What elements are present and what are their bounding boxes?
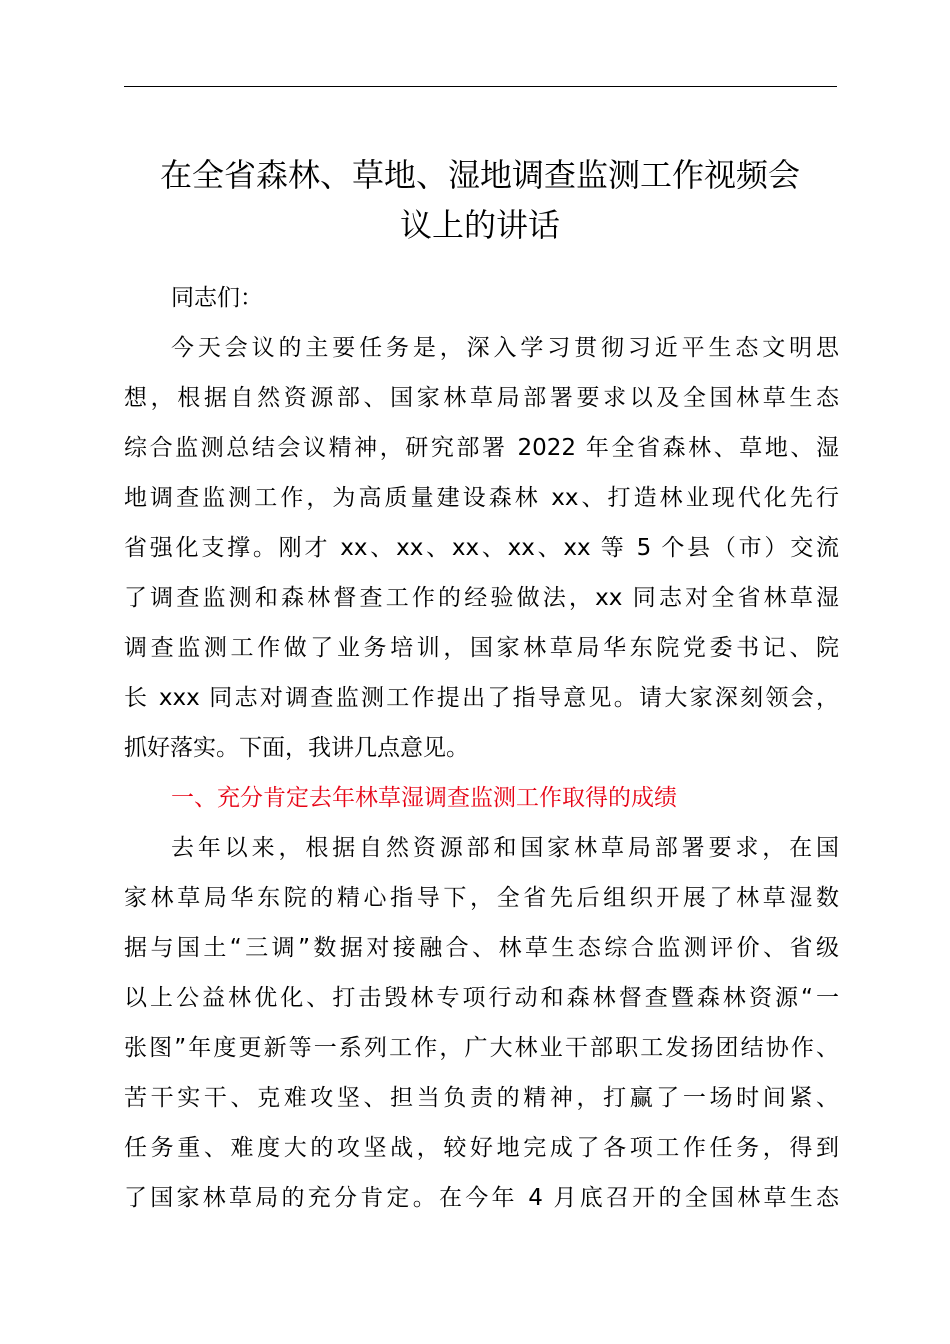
paragraph-2-line: 了国家林草局的充分肯定。在今年 4 月底召开的全国林草生态: [124, 1185, 839, 1211]
section-1-heading: 一、充分肯定去年林草湿调查监测工作取得的成绩: [171, 785, 677, 811]
paragraph-1-line: 综合监测总结会议精神，研究部署 2022 年全省森林、草地、湿: [124, 435, 839, 461]
paragraph-1-line: 长 xxx 同志对调查监测工作提出了指导意见。请大家深刻领会，: [124, 685, 839, 711]
title-line-1: 在全省森林、草地、湿地调查监测工作视频会: [159, 156, 800, 194]
document-body: [124, 273, 839, 1223]
paragraph-1-line: 抓好落实。下面，我讲几点意见。: [124, 735, 469, 761]
paragraph-2-line: 苦干实干、克难攻坚、担当负责的精神，打赢了一场时间紧、: [124, 1085, 839, 1111]
salutation: 同志们：: [171, 285, 263, 311]
title-line-2: 议上的讲话: [399, 206, 560, 244]
paragraph-1-line: 省强化支撑。刚才 xx、xx、xx、xx、xx 等 5 个县（市）交流: [124, 535, 839, 561]
paragraph-2-line: 家林草局华东院的精心指导下，全省先后组织开展了林草湿数: [124, 885, 839, 911]
paragraph-2-line: 据与国土“三调”数据对接融合、林草生态综合监测评价、省级: [124, 935, 839, 961]
paragraph-2-line: 去年以来，根据自然资源部和国家林草局部署要求，在国: [171, 835, 839, 861]
document-title: [100, 150, 860, 250]
paragraph-1-line: 今天会议的主要任务是，深入学习贯彻习近平生态文明思: [171, 335, 839, 361]
paragraph-1-line: 了调查监测和森林督查工作的经验做法，xx 同志对全省林草湿: [124, 585, 839, 611]
paragraph-1-line: 调查监测工作做了业务培训，国家林草局华东院党委书记、院: [124, 635, 839, 661]
paragraph-1-line: 想，根据自然资源部、国家林草局部署要求以及全国林草生态: [124, 385, 839, 411]
paragraph-2-line: 以上公益林优化、打击毁林专项行动和森林督查暨森林资源“一: [124, 985, 839, 1011]
paragraph-2-line: 张图”年度更新等一系列工作，广大林业干部职工发扬团结协作、: [124, 1035, 839, 1061]
header-rule: [124, 86, 837, 87]
paragraph-2-line: 任务重、难度大的攻坚战，较好地完成了各项工作任务，得到: [124, 1135, 839, 1161]
paragraph-1-line: 地调查监测工作，为高质量建设森林 xx、打造林业现代化先行: [124, 485, 839, 511]
